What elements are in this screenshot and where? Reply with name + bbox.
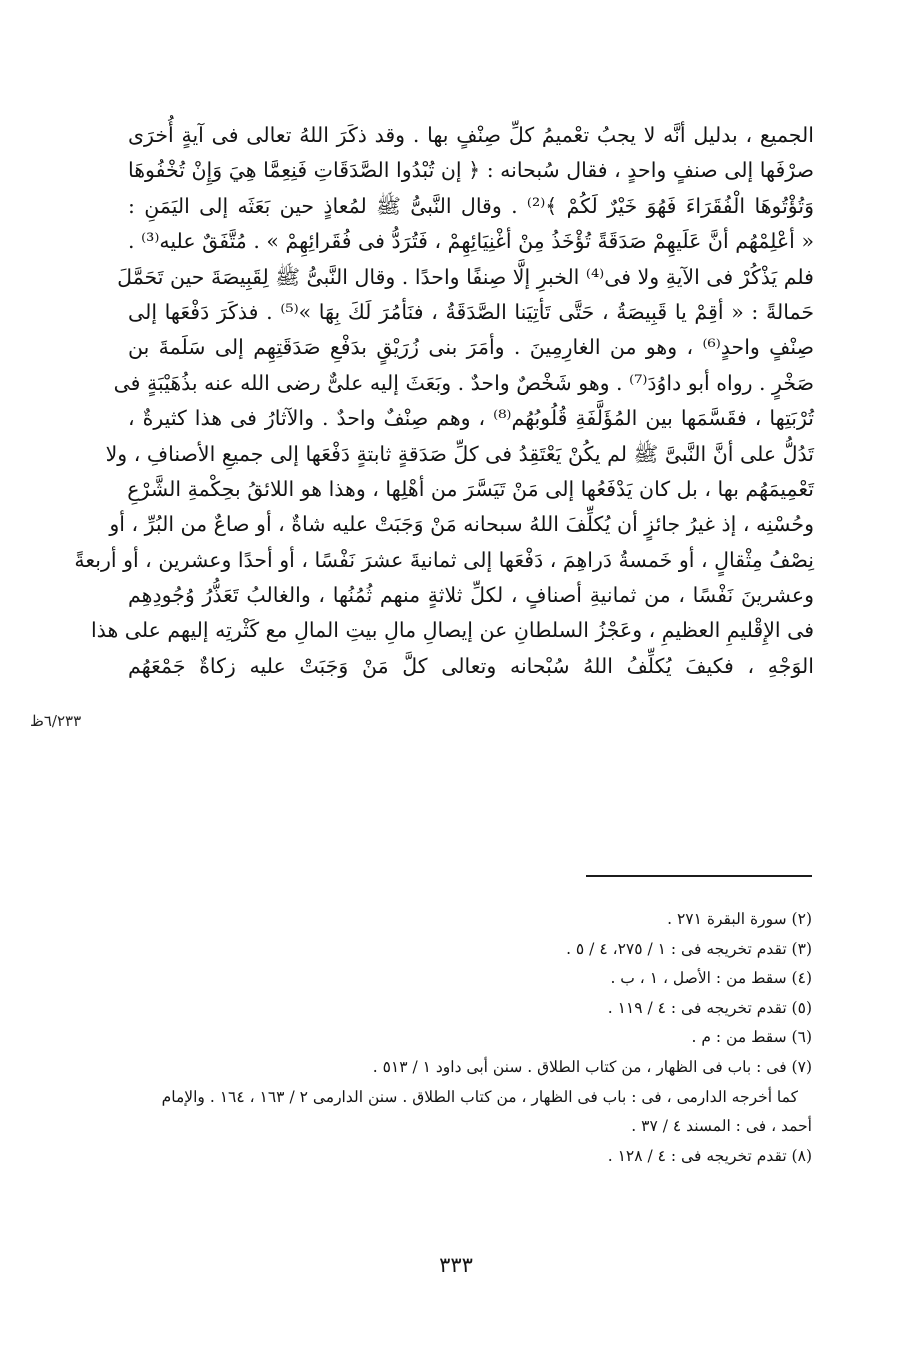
footnote: (٤) سقط من : الأصل ، ١ ، ب . [610,969,812,988]
footnote: (٥) تقدم تخريجه فى : ٤ / ١١٩ . [607,998,812,1017]
footnotes [161,905,812,1171]
text-line: الجميع ، بدليل أنَّه لا يجبُ تعْميمُ كلِّ صِنْفٍ بها . وقد ذكَرَ اللهُ تعالى فى آيةٍ أُخرَى [128,123,814,147]
text-line: « أعْلِمْهُم أنَّ عَلَيهِمْ صَدَقَةً تُؤْخَذُ مِنْ أغْنِيَائِهِمْ ، فَتُرَدُّ فى فُقَرائِهِمْ » . مُتَّفَقٌ عليه⁽³⁾ . [128,229,814,254]
page-number: ٣٣٣ [439,1253,473,1277]
text-line: وَتُؤْتُوهَا الْفُقَرَاءَ فَهُوَ خَيْرٌ لَكُمْ ﴾⁽²⁾ . وقال النَّبىُّ ﷺ لمُعاذٍ حين بَعَثَه إلى اليَمَنِ : [128,193,814,218]
footnote: (٣) تقدم تخريجه فى : ١ / ٢٧٥، ٤ / ٥ . [566,939,812,958]
footnote: (٢) سورة البقرة ٢٧١ . [667,910,812,928]
footnote: (٨) تقدم تخريجه فى : ٤ / ١٢٨ . [607,1146,812,1165]
text-line: فى الإِقْليمِ العظيمِ ، وعَجْزُ السلطانِ عن إيصالِ مالِ بيتِ المالِ مع كَثْرتِه إليهم على هذا [90,618,814,643]
text-line: فلم يَذْكُرْ فى الآيةِ ولا فى⁽⁴⁾ الخبرِ إلَّا صِنفًا واحدًا . وقال النَّبىُّ ﷺ لِقَبِيصَةَ حين تَحَمَّلَ [117,264,814,289]
text-line: صَخْرٍ . رواه أبو داوُدَ⁽⁷⁾ . وهو شَخْصٌ واحدٌ . وبَعَثَ إليه علىٌّ رضى الله عنه بذُهَيْبَةٍ فى [113,370,814,395]
main-text [74,118,814,684]
text-line: وعشرينَ نَفْسًا ، من ثمانيةِ أصنافٍ ، لكلِّ ثلاثةٍ منهم ثُمُنُها ، والغالبُ تَعَذُّرُ وُجُودِهِم [128,583,814,608]
text-line: حَمالةً : « أقِمْ يا قَبِيصَةُ ، حَتَّى تَأتِيَنا الصَّدَقَةُ ، فنَأمُرَ لَكَ بِهَا »⁽⁵⁾ . فذكَرَ دَفْعَها إلى [128,299,814,324]
footnote: (٧) فى : باب فى الظهار ، من كتاب الطلاق . سنن أبى داود ١ / ٥١٣ . [372,1057,812,1076]
text-line: الوَجْهِ ، فكيفَ يُكلِّفُ اللهُ سُبْحانه وتعالى كلَّ مَنْ وَجَبَتْ عليه زكاةٌ جَمْعَهُم [128,653,814,678]
text-line: صرْفَها إلى صنفٍ واحدٍ ، فقال سُبحانه : ﴿ إن تُبْدُوا الصَّدَقَاتِ فَنِعِمَّا هِيَ وَإِنْ تُخْفُوهَا [128,158,814,183]
text-line: تَدُلُّ على أنَّ النَّبىَّ ﷺ لم يكُنْ يَعْتَقِدُ فى كلِّ صَدَقةٍ ثابتةٍ دَفْعَها إلى جميعِ الأصنافِ ، ولا [105,441,814,466]
text-line: تَعْمِيمَهُم بها ، بل كان يَدْفَعُها إلى مَنْ تَيَسَّرَ من أهْلِها ، وهذا هو اللائقُ بحِكْمةِ الشَّرْعِ [127,476,814,501]
footnote-continuation: كما أخرجه الدارمى ، فى : باب فى الظهار ، من كتاب الطلاق . سنن الدارمى ٢ / ١٦٣ ، ١٦٤ . والإمام [161,1087,798,1106]
footnote-separator [586,875,812,877]
footnote-continuation: أحمد ، فى : المسند ٤ / ٣٧ . [631,1117,812,1136]
text-line: وحُسْنِه ، إذ غيرُ جائزٍ أن يُكلِّفَ اللهُ سبحانه مَنْ وَجَبَتْ عليه شاةٌ ، أو صاعٌ من البُرِّ ، أو [109,512,814,537]
text-line: نِصْفُ مِثْقالٍ ، أو خَمسةُ دَراهِمَ ، دَفْعَها إلى ثمانيةَ عشرَ نَفْسًا ، أو أحدًا وعشرين ، أو أربعةً [74,547,814,572]
text-line: صِنْفٍ واحدٍ⁽⁶⁾ ، وهو من الغارِمِينَ . وأمَرَ بنى زُرَيْقٍ بدَفْعِ صَدَقَتِهِم إلى سَلَمةَ بن [128,335,814,360]
manuscript-folio-marker: ٦/٢٣٣ظ [30,712,82,730]
text-line: تُرْبَتِها ، فقَسَّمَها بين المُؤَلَّفَةِ قُلُوبُهُم⁽⁸⁾ ، وهم صِنْفٌ واحدٌ . والآثارُ فى هذا كثيرةٌ ، [128,406,814,431]
footnote: (٦) سقط من : م . [691,1028,812,1047]
